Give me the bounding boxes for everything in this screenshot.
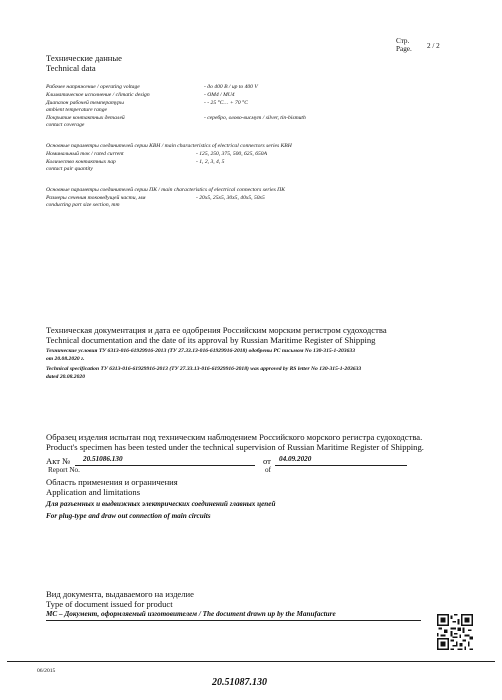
specimen-ru: Образец изделия испытан под техническим наблюдением Российского морского регистра судоходства. — [46, 432, 423, 442]
form-version: 06/2015 — [37, 668, 56, 674]
docs-en-line2: dated 20.08.2020 — [46, 374, 85, 380]
pk-rows — [46, 195, 496, 210]
tech-row-label: Номинальный ток / rated current — [46, 151, 124, 157]
tech-row-label: Диапазон рабочей температуры — [46, 100, 124, 106]
tech-row — [46, 115, 496, 130]
application-en: For plug-type and draw out connection of main circuits — [46, 512, 211, 520]
tech-row-value: - - 25 °С… + 70 °С — [204, 100, 248, 106]
kvn-heading: Основные параметры соединителей серии КВН / main characteristics of electrical connectors series KBH — [46, 143, 292, 149]
doctype-value: МС – Документ, оформляемый изготовителем / The document drawn up by the Manufacture — [46, 610, 336, 618]
doctype-title-en: Type of document issued for product — [46, 599, 173, 609]
pk-heading: Основные параметры соединителей серии ПК / main characteristics of electrical connectors series ПК — [46, 187, 285, 193]
page-label — [396, 37, 412, 53]
document-page — [7, 7, 495, 693]
page-label-en: Page. — [396, 45, 412, 53]
tech-row-label-en: contact pair quantity — [46, 166, 93, 172]
act-label-en: Report No. — [48, 466, 80, 474]
act-label-ru: Акт № — [46, 456, 71, 466]
tech-row-value: - 1, 2, 3, 4, 5 — [196, 159, 225, 165]
page-number: 2 / 2 — [427, 42, 440, 50]
tech-row — [46, 151, 496, 159]
docs-heading-ru: Техническая документация и дата ее одобрения Российским морским регистром судоходства — [46, 325, 387, 335]
tech-row — [46, 195, 496, 210]
tech-row — [46, 84, 496, 92]
tech-row-value: - 125, 250, 375, 500, 625, 650А — [196, 151, 268, 157]
specimen-en: Product's specimen has been tested under the technical supervision of Russian Maritime Register of Shipping. — [46, 442, 424, 452]
footer-divider — [7, 661, 495, 662]
tech-row-label-en: conducting part size section, mm — [46, 202, 120, 208]
act-number: 20.51086.130 — [83, 455, 123, 463]
tech-row-value: - до 400 В / up to 400 V — [204, 84, 258, 90]
docs-en-line1: Technical specification ТУ 6313-016-61929916-2013 (ТУ 27.33.13-016-61929916-2018) was approved by RS letter No 130-315-1-203633 — [46, 366, 362, 372]
tech-row-value: - серебро, олово-висмут / silver, tin-bismuth — [204, 115, 306, 121]
tech-row-label: Рабочее напряжение / operating voltage — [46, 84, 140, 90]
act-date: 04.09.2020 — [279, 455, 312, 463]
act-date-underline — [275, 465, 407, 466]
tech-row-label-en: ambient temperature range — [46, 107, 108, 113]
tech-title-en: Technical data — [46, 63, 96, 73]
docs-ru-line2: от 20.08.2020 г. — [46, 356, 85, 362]
certificate-number: 20.51087.130 — [212, 677, 267, 688]
tech-row-label: Размеры сечения токоведущей части, мм — [46, 195, 146, 201]
tech-row — [46, 92, 496, 100]
doctype-title-ru: Вид документа, выдаваемого на изделие — [46, 589, 194, 599]
tech-row — [46, 159, 496, 174]
application-ru: Для разъемных и выдвижных электрических соединений главных цепей — [46, 500, 276, 508]
application-title-en: Application and limitations — [46, 487, 141, 497]
tech-row-value: - ОМ4 / MU4 — [204, 92, 235, 98]
act-number-underline — [75, 465, 255, 466]
qr-code-icon — [437, 614, 473, 650]
page-label-ru: Стр. — [396, 37, 410, 45]
doctype-underline — [46, 620, 421, 621]
tech-row-label: Покрытие контактных деталей — [46, 115, 125, 121]
act-of-ru: от — [263, 456, 271, 466]
tech-row-label: Количество контактных пар — [46, 159, 116, 165]
tech-row — [46, 100, 496, 115]
docs-ru-line1: Технические условия ТУ 6313-016-61929916-2013 (ТУ 27.33.13-016-61929916-2018) одобрены РС письмом No 130-315-1-203633 — [46, 348, 355, 354]
act-of-en: of — [265, 466, 271, 474]
tech-rows — [46, 84, 496, 130]
docs-heading-en: Technical documentation and the date of its approval by Russian Maritime Register of Shipping — [46, 335, 376, 345]
application-title-ru: Область применения и ограничения — [46, 477, 178, 487]
tech-title-ru: Технические данные — [46, 53, 122, 63]
kvn-rows — [46, 151, 496, 174]
tech-row-label: Климатическое исполнение / climatic design — [46, 92, 150, 98]
tech-row-value: - 20х5, 25х5, 30х5, 40х5, 50х5 — [196, 195, 265, 201]
tech-row-label-en: contact coverage — [46, 122, 85, 128]
